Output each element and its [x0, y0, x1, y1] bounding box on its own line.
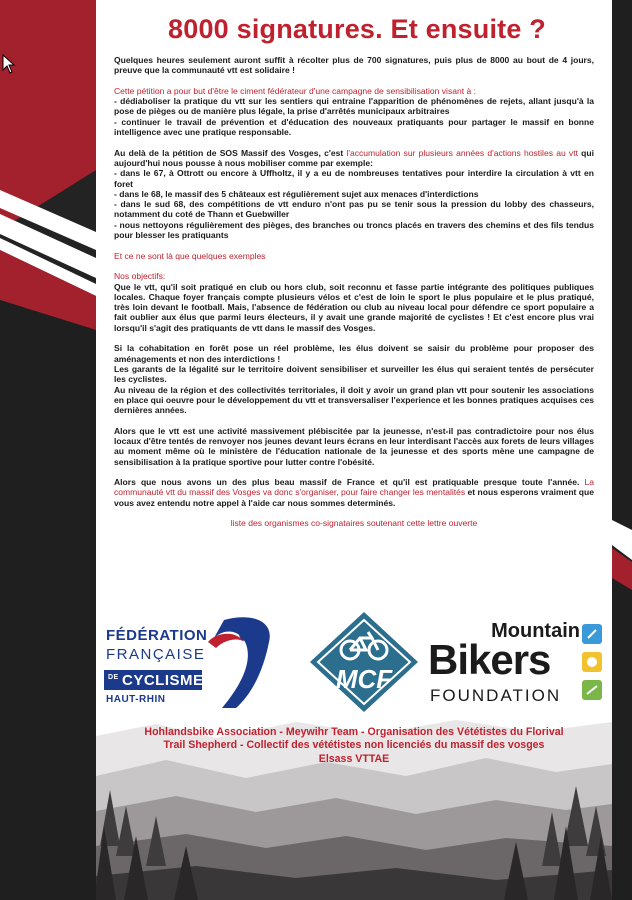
mouse-cursor-icon [2, 54, 16, 74]
ffc-line-2: FRANÇAISE [106, 646, 206, 663]
page-title: 8000 signatures. Et ensuite ? [168, 14, 546, 44]
mbf-line-1: Mountain [491, 620, 580, 642]
petition-heading: Cette pétition a pour but d'être le ciment fédérateur d'une campagne de sensibilisation visant à : [114, 85, 476, 96]
petition-paragraph [114, 86, 594, 137]
ffc-line-4: HAUT-RHIN [106, 694, 166, 705]
objectives-paragraph [114, 271, 594, 333]
mountain-bikers-foundation-logo [426, 620, 606, 710]
petition-bullet: - continuer le travail de prévention et d'éducation des nouveaux pratiquants pour partager le massif en bonne intelligence avec une pratique responsable. [114, 116, 594, 138]
examples-note: Et ce ne sont là que quelques exemples [114, 250, 266, 261]
objectives-heading: Nos objectifs: [114, 271, 166, 282]
letter-body [114, 55, 594, 539]
hostile-tail: qui aujourd'hui nous pousse à nous mobiliser comme par exemple: [114, 147, 594, 168]
signatories-heading: liste des organismes co-signataires soutenant cette lettre ouverte [230, 518, 478, 529]
mbf-line-2: Bikers [428, 636, 551, 683]
youth-paragraph: Alors que le vtt est une activité massivement plébiscitée par la jeunesse, n'est-il pas contradictoire pour nos élus locaux d'être tentés de renvoyer nos jeunes devant leurs écrans en leur interdisant l'accès aux forets de leurs villages au moment même où le ministère de l'éducation nationale de la jeunesse et des sports mène une campagne de sensibilisation à la pratique sportive pour lutter contre l'obésité. [114, 425, 594, 467]
mbf-line-3: FOUNDATION [430, 686, 562, 705]
hostile-highlight: l'accumulation sur plusieurs années d'actions hostiles au vtt [346, 147, 578, 158]
cohabitation-line: Les garants de la légalité sur le territoire doivent sensibiliser et surveiller les élus qui seraient tentés de persécuter les cyclistes. [114, 363, 594, 385]
footer-mountains [96, 716, 612, 900]
hostile-bullet: - nous nettoyons régulièrement des pièges, des branches ou troncs placés en travers des chemins et des fils tendus pour blesser les pratiquants [114, 219, 594, 241]
ffc-haut-rhin-logo [104, 612, 304, 712]
cohabitation-line: Si la cohabitation en forêt pose un réel problème, les élus doivent se saisir du problème pour proposer des aménagements et non des interdictions ! [114, 343, 594, 364]
mcf-logo [308, 610, 420, 714]
ffc-line-1: FÉDÉRATION [106, 627, 208, 644]
cohabitation-paragraph [114, 343, 594, 415]
closing-highlight: La communauté vtt du massif des Vosges va donc s'organiser, pour faire changer les mentalités [114, 477, 594, 498]
mcf-text: MCF [335, 664, 393, 694]
hostile-bullet: - dans le 67, à Ottrott ou encore à Uffholtz, il y a eu de nombreuses tentatives pour interdire la circulation à vtt en foret [114, 168, 594, 189]
footer-line: Hohlandsbike Association - Meywihr Team - Organisation des Vététistes du Florival [144, 726, 564, 738]
right-decorative-background [612, 0, 632, 900]
hostile-lead: Au delà de la pétition de SOS Massif des Vosges, c'est [114, 147, 347, 158]
footer-line: Elsass VTTAE [318, 752, 390, 765]
ffc-line-3: CYCLISME [122, 672, 204, 689]
closing-tail: et nous esperons vraiment que vous avez entendu notre appel à l'aide car nous sommes determinés. [114, 487, 594, 508]
petition-bullet: - dédiaboliser la pratique du vtt sur les sentiers qui entraine l'apparition de phénomènes de rejets, allant jusqu'à la pose de pièges ou de manière plus légale, la prise d'arrêtés municipaux arbitraires [114, 96, 594, 117]
ffc-de: DE [108, 674, 119, 681]
closing-lead: Alors que nous avons un des plus beau massif de France et qu'il est pratiquable presque toute l'année. [114, 477, 585, 488]
cohabitation-line: Au niveau de la région et des collectivités territoriales, il doit y avoir un grand plan vtt pour soutenir les associations en place qui oeuvre pour le développement du vtt et transversaliser l'experience et les bonnes pratiques acquises ces dernières années. [114, 384, 594, 416]
open-letter-page [96, 0, 612, 900]
intro-paragraph: Quelques heures seulement auront suffit à récolter plus de 700 signatures, puis plus de 8000 au bout de 4 jours, preuve que la communauté vtt est solidaire ! [114, 55, 594, 76]
footer-signatories [96, 726, 612, 766]
objectives-body: Que le vtt, qu'il soit pratiqué en club ou hors club, soit reconnu et fasse partie intégrante des politiques publiques locales. Chaque foyer français compte plusieurs vélos et c'est de loin le sport le plus populaire et le plus pratiqué, très loin devant le football. Mais, l'absence de fédération ou club au niveau local pour défendre ce sport populaire a fait oublier aux élus que parmi leurs électeurs, il y avait une grande majorité de cyclistes ! Et c'est encore plus vrai lorsqu'il s'agit des pratiquants de vtt dans le massif des Vosges. [114, 281, 594, 333]
hostile-bullet: - dans le 68, le massif des 5 châteaux est régulièrement sujet aux menaces d'interdictions [114, 188, 479, 199]
hostile-bullet: - dans le sud 68, des compétitions de vtt enduro n'ont pas pu se tenir sous la pression du lobby des chasseurs, notamment du coté de Thann et Guebwiller [114, 199, 594, 220]
closing-paragraph [114, 477, 594, 508]
logos-row [96, 606, 612, 716]
hostile-actions-paragraph [114, 148, 594, 241]
left-decorative-background [0, 0, 96, 900]
footer-line: Trail Shepherd - Collectif des vététistes non licenciés du massif des vosges [163, 739, 545, 752]
